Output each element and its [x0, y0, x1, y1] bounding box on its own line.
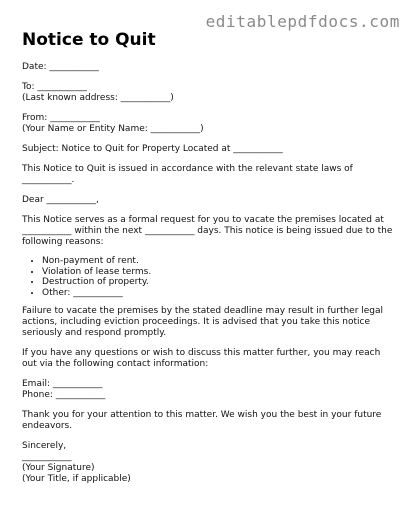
reason-item: • Destruction of property.	[42, 277, 394, 288]
reason-item: • Non-payment of rent.	[42, 256, 394, 267]
closing-line: Sincerely,	[22, 441, 67, 451]
issued-paragraph: This Notice to Quit is issued in accordance with the relevant state laws of ___________.	[22, 164, 353, 185]
from-line: From: ___________	[22, 113, 100, 123]
failure-paragraph: Failure to vacate the premises by the stated deadline may result in further legal actions, including eviction proceedings. It is advised that you take this notice seriously and respond promptly.	[22, 306, 384, 338]
from-name-line: (Your Name or Entity Name: ___________)	[22, 124, 204, 134]
reason-item: • Other: ___________	[42, 288, 394, 299]
email-line: Email: ___________	[22, 379, 103, 389]
closing-block	[22, 441, 394, 485]
date-line: Date: ___________	[22, 62, 99, 72]
from-block	[22, 113, 394, 135]
signature-label: (Your Signature)	[22, 463, 95, 473]
site-watermark: editablepdfdocs.com	[205, 12, 400, 31]
contact-intro-paragraph: If you have any questions or wish to discuss this matter further, you may reach out via the following contact information:	[22, 348, 381, 369]
subject-line: Subject: Notice to Quit for Property Located at ___________	[22, 144, 283, 154]
phone-line: Phone: ___________	[22, 390, 106, 400]
document-title: Notice to Quit	[22, 30, 156, 50]
intro-paragraph: This Notice serves as a formal request for you to vacate the premises located at ___________ within the next ___________ days. This notice is being issued due to the following reasons:	[22, 215, 393, 247]
title-label: (Your Title, if applicable)	[22, 474, 131, 484]
to-address-line: (Last known address: ___________)	[22, 93, 174, 103]
thanks-paragraph: Thank you for your attention to this matter. We wish you the best in your future endeavors.	[22, 410, 382, 431]
signature-line: ___________	[22, 452, 72, 462]
contact-block	[22, 379, 394, 401]
to-line: To: ___________	[22, 82, 87, 92]
reason-item: • Violation of lease terms.	[42, 267, 394, 278]
salutation: Dear ___________,	[22, 195, 99, 205]
reasons-list	[22, 256, 394, 298]
to-block	[22, 82, 394, 104]
notice-document	[22, 30, 394, 494]
